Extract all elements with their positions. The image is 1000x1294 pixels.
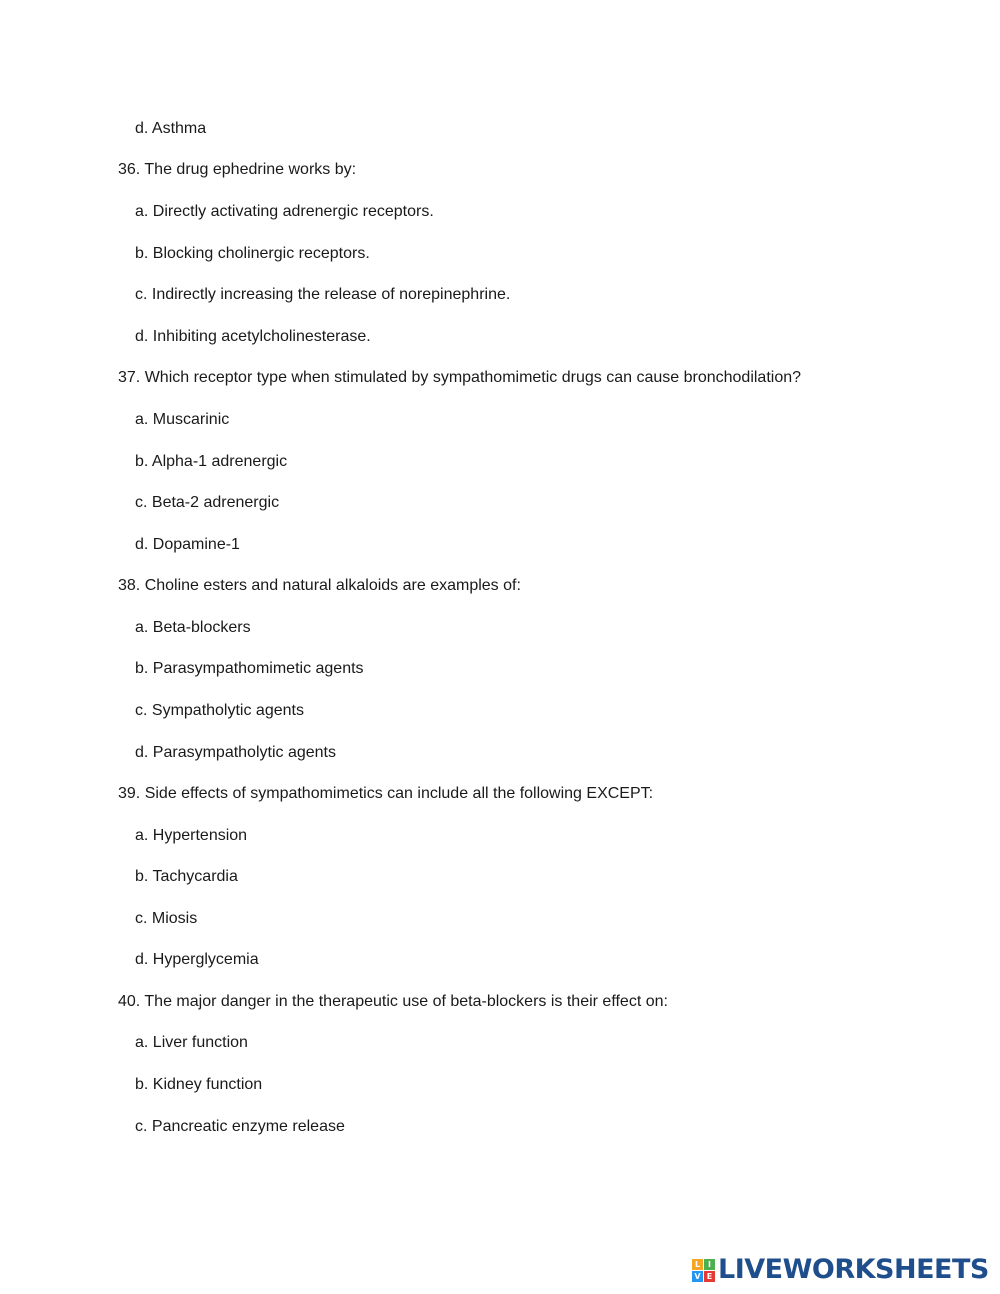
question-36: 36. The drug ephedrine works by: (118, 161, 357, 178)
option-40-c: c. Pancreatic enzyme release (135, 1118, 345, 1135)
logo-letter-v: V (692, 1271, 703, 1282)
option-36-d: d. Inhibiting acetylcholinesterase. (135, 328, 371, 345)
logo-text: LIVEWORKSHEETS (718, 1254, 989, 1285)
logo-letter-i: I (704, 1259, 715, 1270)
option-40-a: a. Liver function (135, 1034, 248, 1051)
option-37-b: b. Alpha-1 adrenergic (135, 453, 288, 470)
option-39-a: a. Hypertension (135, 827, 248, 844)
question-37: 37. Which receptor type when stimulated by sympathomimetic drugs can cause bronchodilation? (118, 369, 802, 386)
option-39-d: d. Hyperglycemia (135, 951, 259, 968)
option-35-d: d. Asthma (135, 120, 207, 137)
option-38-b: b. Parasympathomimetic agents (135, 660, 364, 677)
question-38: 38. Choline esters and natural alkaloids are examples of: (118, 577, 521, 594)
liveworksheets-logo[interactable] (692, 1254, 989, 1286)
option-40-b: b. Kidney function (135, 1076, 263, 1093)
option-39-c: c. Miosis (135, 910, 198, 927)
question-40: 40. The major danger in the therapeutic use of beta-blockers is their effect on: (118, 993, 668, 1010)
logo-grid-icon (692, 1259, 715, 1282)
option-38-a: a. Beta-blockers (135, 619, 251, 636)
option-38-c: c. Sympatholytic agents (135, 702, 304, 719)
option-39-b: b. Tachycardia (135, 868, 238, 885)
option-36-a: a. Directly activating adrenergic receptors. (135, 203, 434, 220)
option-37-d: d. Dopamine-1 (135, 536, 240, 553)
option-38-d: d. Parasympatholytic agents (135, 744, 336, 761)
logo-letter-l: L (692, 1259, 703, 1270)
option-37-c: c. Beta-2 adrenergic (135, 494, 280, 511)
option-37-a: a. Muscarinic (135, 411, 230, 428)
question-39: 39. Side effects of sympathomimetics can include all the following EXCEPT: (118, 785, 654, 802)
logo-letter-e: E (704, 1271, 715, 1282)
option-36-c: c. Indirectly increasing the release of norepinephrine. (135, 286, 511, 303)
option-36-b: b. Blocking cholinergic receptors. (135, 245, 370, 262)
